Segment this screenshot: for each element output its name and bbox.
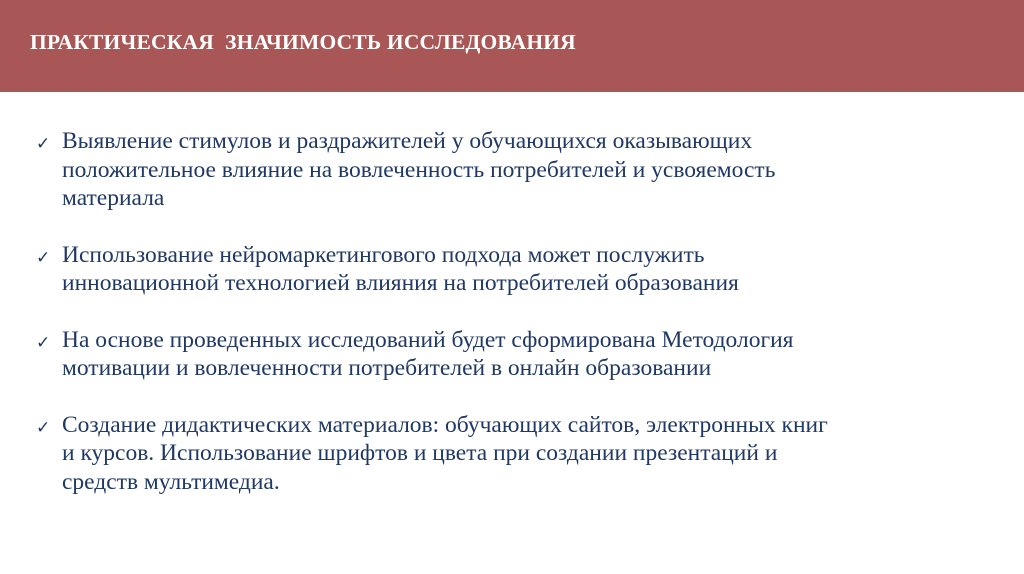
checkmark-icon: ✓ bbox=[36, 417, 51, 438]
title-bar bbox=[0, 0, 1024, 92]
checkmark-icon: ✓ bbox=[36, 332, 51, 353]
list-item bbox=[36, 241, 1006, 298]
list-item-text: Создание дидактических материалов: обучающих сайтов, электронных книг и курсов. Использование шрифтов и цвета при создании презентаций и средств мультимедиа. bbox=[62, 411, 828, 495]
bullet-list bbox=[36, 127, 1006, 524]
page-title: ПРАКТИЧЕСКАЯ ЗНАЧИМОСТЬ ИССЛЕДОВАНИЯ bbox=[30, 30, 576, 54]
checkmark-icon: ✓ bbox=[36, 247, 51, 268]
list-item bbox=[36, 326, 1006, 383]
checkmark-icon: ✓ bbox=[36, 134, 51, 154]
list-item-text: Использование нейромаркетингового подхода может послужить инновационной технологией влияния на потребителей образования bbox=[62, 241, 739, 296]
list-item-text: Выявление стимулов и раздражителей у обучающихся оказывающих положительное влияние на вовлеченность потребителей и усвояемость материала bbox=[62, 128, 776, 211]
list-item bbox=[36, 127, 1006, 213]
list-item-text: На основе проведенных исследований будет сформирована Методология мотивации и вовлеченности потребителей в онлайн образовании bbox=[62, 326, 794, 381]
list-item bbox=[36, 411, 1006, 497]
